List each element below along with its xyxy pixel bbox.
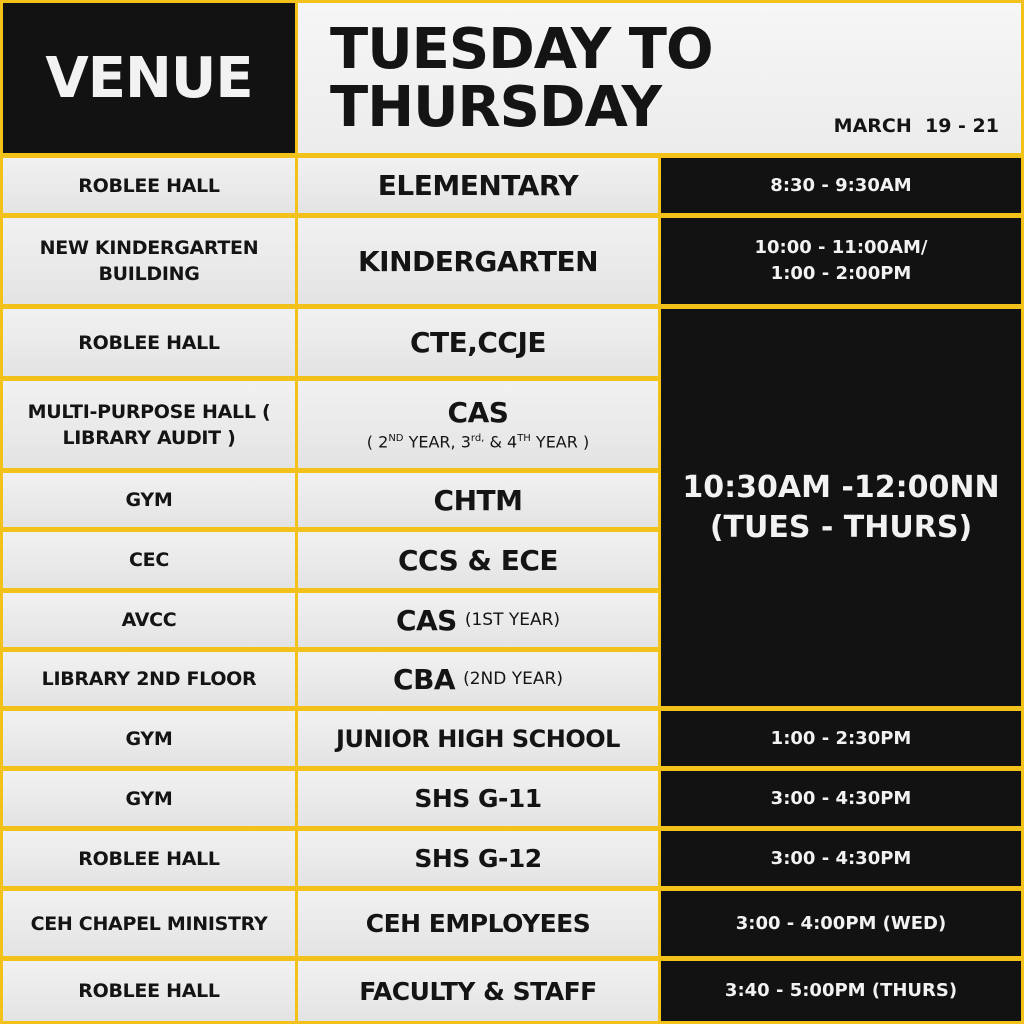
venue-cell: ROBLEE HALL: [3, 309, 295, 376]
venue-cell: GYM: [3, 473, 295, 527]
venue-header: [3, 3, 295, 153]
program-note: ( 2ND YEAR, $3^{rd,}$ & 4TH YEAR ): [366, 432, 590, 452]
program-cell: ELEMENTARY: [298, 158, 658, 213]
program-cell: JUNIOR HIGH SCHOOL: [298, 711, 658, 766]
venue-cell: LIBRARY 2ND FLOOR: [3, 652, 295, 706]
program-cell: KINDERGARTEN: [298, 218, 658, 304]
program-cell: SHS G-12: [298, 831, 658, 886]
venue-cell: GYM: [3, 711, 295, 766]
venue-cell: ROBLEE HALL: [3, 831, 295, 886]
program-cell: SHS G-11: [298, 771, 658, 826]
program-cell: CHTM: [298, 473, 658, 527]
venue-header-label: VENUE: [45, 45, 253, 111]
time-cell: 3:40 - 5:00PM (THURS): [661, 961, 1021, 1021]
program-cell: FACULTY & STAFF: [298, 961, 658, 1021]
program-note: (1ST YEAR): [464, 610, 561, 630]
venue-cell: CEH CHAPEL MINISTRY: [3, 891, 295, 956]
venue-cell: MULTI-PURPOSE HALL ( LIBRARY AUDIT ): [3, 381, 295, 468]
schedule-title: TUESDAY TO THURSDAY: [330, 17, 713, 140]
venue-cell: ROBLEE HALL: [3, 961, 295, 1021]
program-cell: CAS (1ST YEAR): [298, 593, 658, 647]
venue-cell: NEW KINDERGARTEN BUILDING: [3, 218, 295, 304]
program-note: (2ND YEAR): [463, 669, 563, 689]
program-cell: CAS ( 2ND YEAR, $3^{rd,}$ & 4TH YEAR ): [298, 381, 658, 468]
time-cell: 10:00 - 11:00AM/ 1:00 - 2:00PM: [661, 218, 1021, 304]
time-cell: 3:00 - 4:00PM (WED): [661, 891, 1021, 956]
time-cell: 3:00 - 4:30PM: [661, 771, 1021, 826]
venue-cell: GYM: [3, 771, 295, 826]
program-cell: CCS & ECE: [298, 532, 658, 588]
venue-cell: AVCC: [3, 593, 295, 647]
program-cell: CTE,CCJE: [298, 309, 658, 376]
time-cell: 8:30 - 9:30AM: [661, 158, 1021, 213]
merged-time-cell: 10:30AM -12:00NN (TUES - THURS): [661, 309, 1021, 706]
date-range: MARCH 19 - 21: [833, 115, 999, 137]
program-cell: CEH EMPLOYEES: [298, 891, 658, 956]
title-header: [298, 3, 1021, 153]
venue-cell: ROBLEE HALL: [3, 158, 295, 213]
program-cell: CBA (2ND YEAR): [298, 652, 658, 706]
venue-cell: CEC: [3, 532, 295, 588]
time-cell: 1:00 - 2:30PM: [661, 711, 1021, 766]
time-cell: 3:00 - 4:30PM: [661, 831, 1021, 886]
